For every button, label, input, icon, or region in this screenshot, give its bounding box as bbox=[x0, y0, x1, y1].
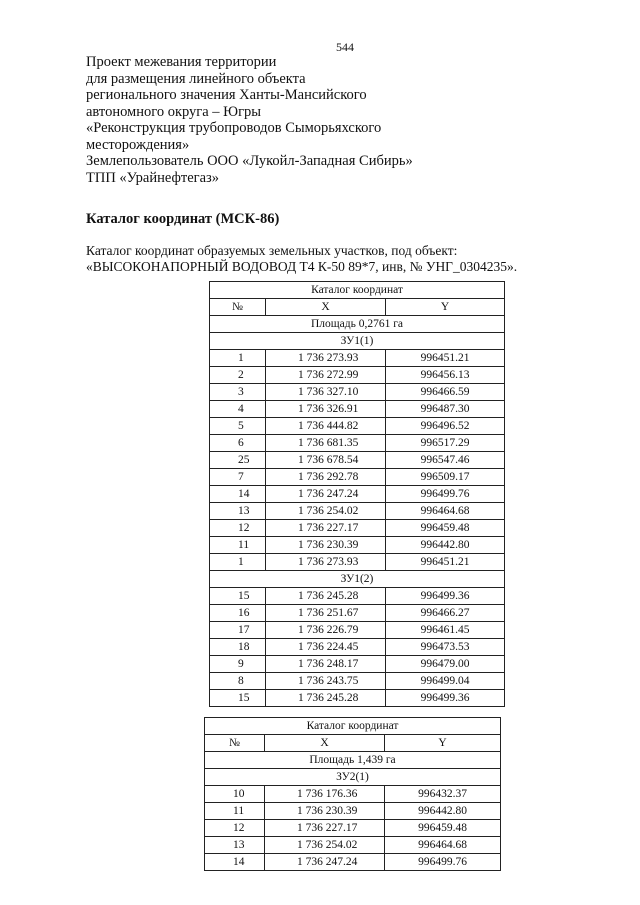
catalog-description: Каталог координат образуемых земельных участков, под объект: «ВЫСОКОНАПОРНЫЙ ВОДОВОД Т4 К-50 89*7, инв, № УНГ_0304235». bbox=[86, 243, 518, 274]
x-coordinate-cell: 1 736 254.02 bbox=[266, 503, 386, 520]
y-coordinate-cell: 996509.17 bbox=[386, 469, 505, 486]
column-header-y: Y bbox=[385, 735, 501, 752]
y-coordinate-cell: 996442.80 bbox=[386, 537, 505, 554]
x-coordinate-cell: 1 736 247.24 bbox=[266, 486, 386, 503]
x-coordinate-cell: 1 736 251.67 bbox=[266, 605, 386, 622]
x-coordinate-cell: 1 736 273.93 bbox=[266, 554, 386, 571]
point-number-cell: 3 bbox=[210, 384, 266, 401]
parcel-group-label: ЗУ2(1) bbox=[205, 769, 501, 786]
y-coordinate-cell: 996547.46 bbox=[386, 452, 505, 469]
point-number-cell: 1 bbox=[210, 350, 266, 367]
parcel-group-label: ЗУ1(1) bbox=[210, 333, 505, 350]
header-line: для размещения линейного объекта bbox=[86, 70, 306, 87]
parcel-group-label: ЗУ1(2) bbox=[210, 571, 505, 588]
x-coordinate-cell: 1 736 678.54 bbox=[266, 452, 386, 469]
point-number-cell: 13 bbox=[205, 837, 265, 854]
y-coordinate-cell: 996459.48 bbox=[386, 520, 505, 537]
point-number-cell: 7 bbox=[210, 469, 266, 486]
y-coordinate-cell: 996499.76 bbox=[385, 854, 501, 871]
table-row bbox=[210, 435, 505, 452]
x-coordinate-cell: 1 736 245.28 bbox=[266, 690, 386, 707]
y-coordinate-cell: 996517.29 bbox=[386, 435, 505, 452]
coordinates-table bbox=[209, 281, 505, 707]
column-header-y: Y bbox=[386, 299, 505, 316]
y-coordinate-cell: 996487.30 bbox=[386, 401, 505, 418]
y-coordinate-cell: 996496.52 bbox=[386, 418, 505, 435]
header-line: ТПП «Урайнефтегаз» bbox=[86, 169, 220, 186]
table-row bbox=[210, 588, 505, 605]
table-row bbox=[210, 605, 505, 622]
page-number: 544 bbox=[336, 40, 354, 54]
x-coordinate-cell: 1 736 327.10 bbox=[266, 384, 386, 401]
table-row bbox=[210, 418, 505, 435]
area-label: Площадь 1,439 га bbox=[205, 752, 501, 769]
x-coordinate-cell: 1 736 227.17 bbox=[265, 820, 385, 837]
point-number-cell: 17 bbox=[210, 622, 266, 639]
x-coordinate-cell: 1 736 247.24 bbox=[265, 854, 385, 871]
x-coordinate-cell: 1 736 681.35 bbox=[266, 435, 386, 452]
header-line: Проект межевания территории bbox=[86, 54, 277, 70]
header-line: регионального значения Ханты-Мансийского bbox=[86, 87, 367, 103]
point-number-cell: 6 bbox=[210, 435, 266, 452]
y-coordinate-cell: 996499.76 bbox=[386, 486, 505, 503]
table-row bbox=[210, 622, 505, 639]
x-coordinate-cell: 1 736 272.99 bbox=[266, 367, 386, 384]
table-row bbox=[210, 367, 505, 384]
column-header-number: № bbox=[210, 299, 266, 316]
table-row bbox=[205, 837, 501, 854]
point-number-cell: 1 bbox=[210, 554, 266, 571]
point-number-cell: 8 bbox=[210, 673, 266, 690]
parcel-group-row bbox=[205, 769, 501, 786]
column-header-x: X bbox=[265, 735, 385, 752]
table-header-row bbox=[205, 735, 501, 752]
y-coordinate-cell: 996479.00 bbox=[386, 656, 505, 673]
area-row bbox=[205, 752, 501, 769]
table-row bbox=[205, 854, 501, 871]
header-line: месторождения» bbox=[86, 136, 190, 153]
point-number-cell: 5 bbox=[210, 418, 266, 435]
table-row bbox=[210, 537, 505, 554]
y-coordinate-cell: 996464.68 bbox=[385, 837, 501, 854]
parcel-group-row bbox=[210, 333, 505, 350]
table-row bbox=[210, 350, 505, 367]
y-coordinate-cell: 996499.36 bbox=[386, 588, 505, 605]
header-line: «Реконструкция трубопроводов Сыморьяхского bbox=[86, 120, 382, 136]
point-number-cell: 2 bbox=[210, 367, 266, 384]
parcel-group-row bbox=[210, 571, 505, 588]
y-coordinate-cell: 996459.48 bbox=[385, 820, 501, 837]
point-number-cell: 14 bbox=[210, 486, 266, 503]
table-caption: Каталог координат bbox=[210, 282, 505, 299]
column-header-x: X bbox=[266, 299, 386, 316]
point-number-cell: 15 bbox=[210, 588, 266, 605]
point-number-cell: 9 bbox=[210, 656, 266, 673]
table-caption-row bbox=[210, 282, 505, 299]
x-coordinate-cell: 1 736 226.79 bbox=[266, 622, 386, 639]
y-coordinate-cell: 996451.21 bbox=[386, 350, 505, 367]
table-caption: Каталог координат bbox=[205, 718, 501, 735]
point-number-cell: 16 bbox=[210, 605, 266, 622]
table-row bbox=[205, 786, 501, 803]
x-coordinate-cell: 1 736 176.36 bbox=[265, 786, 385, 803]
x-coordinate-cell: 1 736 245.28 bbox=[266, 588, 386, 605]
y-coordinate-cell: 996442.80 bbox=[385, 803, 501, 820]
column-header-number: № bbox=[205, 735, 265, 752]
table-row bbox=[210, 469, 505, 486]
x-coordinate-cell: 1 736 248.17 bbox=[266, 656, 386, 673]
table-row bbox=[210, 401, 505, 418]
table-row bbox=[210, 452, 505, 469]
header-line: автономного округа – Югры bbox=[86, 103, 262, 120]
point-number-cell: 12 bbox=[205, 820, 265, 837]
table-row bbox=[210, 690, 505, 707]
header-line: Землепользователь ООО «Лукойл-Западная Сибирь» bbox=[86, 153, 413, 169]
table-caption-row bbox=[205, 718, 501, 735]
table-row bbox=[210, 639, 505, 656]
point-number-cell: 11 bbox=[205, 803, 265, 820]
point-number-cell: 14 bbox=[205, 854, 265, 871]
table-row bbox=[210, 554, 505, 571]
x-coordinate-cell: 1 736 444.82 bbox=[266, 418, 386, 435]
table-row bbox=[210, 520, 505, 537]
x-coordinate-cell: 1 736 243.75 bbox=[266, 673, 386, 690]
y-coordinate-cell: 996499.04 bbox=[386, 673, 505, 690]
x-coordinate-cell: 1 736 230.39 bbox=[266, 537, 386, 554]
y-coordinate-cell: 996473.53 bbox=[386, 639, 505, 656]
table-row bbox=[210, 503, 505, 520]
table-row bbox=[210, 673, 505, 690]
point-number-cell: 15 bbox=[210, 690, 266, 707]
y-coordinate-cell: 996466.27 bbox=[386, 605, 505, 622]
y-coordinate-cell: 996461.45 bbox=[386, 622, 505, 639]
y-coordinate-cell: 996466.59 bbox=[386, 384, 505, 401]
point-number-cell: 11 bbox=[210, 537, 266, 554]
table-row bbox=[210, 384, 505, 401]
y-coordinate-cell: 996464.68 bbox=[386, 503, 505, 520]
y-coordinate-cell: 996456.13 bbox=[386, 367, 505, 384]
y-coordinate-cell: 996432.37 bbox=[385, 786, 501, 803]
table-row bbox=[205, 803, 501, 820]
table-row bbox=[205, 820, 501, 837]
point-number-cell: 10 bbox=[205, 786, 265, 803]
point-number-cell: 4 bbox=[210, 401, 266, 418]
x-coordinate-cell: 1 736 273.93 bbox=[266, 350, 386, 367]
area-row bbox=[210, 316, 505, 333]
catalog-title: Каталог координат (МСК-86) bbox=[86, 211, 280, 227]
table-row bbox=[210, 656, 505, 673]
x-coordinate-cell: 1 736 326.91 bbox=[266, 401, 386, 418]
point-number-cell: 25 bbox=[210, 452, 266, 469]
point-number-cell: 12 bbox=[210, 520, 266, 537]
y-coordinate-cell: 996451.21 bbox=[386, 554, 505, 571]
x-coordinate-cell: 1 736 254.02 bbox=[265, 837, 385, 854]
table-row bbox=[210, 486, 505, 503]
x-coordinate-cell: 1 736 292.78 bbox=[266, 469, 386, 486]
point-number-cell: 18 bbox=[210, 639, 266, 656]
area-label: Площадь 0,2761 га bbox=[210, 316, 505, 333]
coordinates-table bbox=[204, 717, 501, 871]
x-coordinate-cell: 1 736 227.17 bbox=[266, 520, 386, 537]
x-coordinate-cell: 1 736 224.45 bbox=[266, 639, 386, 656]
point-number-cell: 13 bbox=[210, 503, 266, 520]
table-header-row bbox=[210, 299, 505, 316]
x-coordinate-cell: 1 736 230.39 bbox=[265, 803, 385, 820]
y-coordinate-cell: 996499.36 bbox=[386, 690, 505, 707]
project-header bbox=[86, 54, 506, 186]
